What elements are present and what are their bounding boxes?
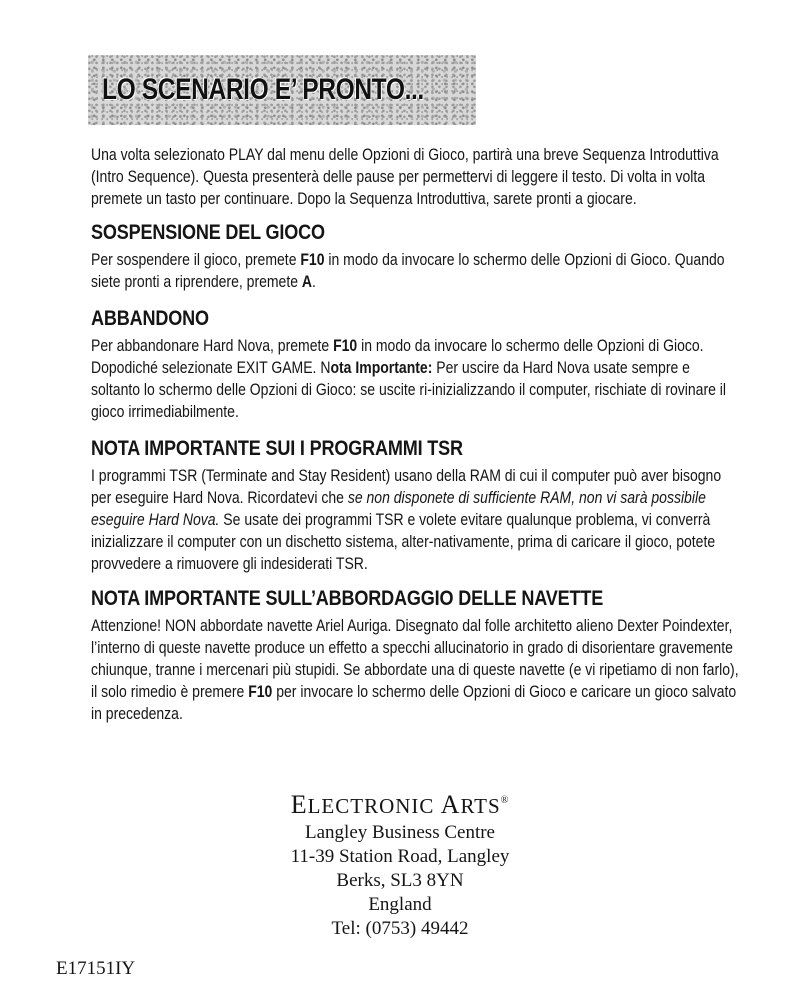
publisher-name: ELECTRONIC ARTS® <box>290 790 510 819</box>
publisher-address-block <box>0 786 800 941</box>
heading-abbordaggio: NOTA IMPORTANTE SULL’ABBORDAGGIO DELLE NAVETTE <box>91 587 604 610</box>
paragraph-sospensione: Per sospendere il gioco, premete F10 in modo da invocare lo schermo delle Opzioni di Gioco. Quando siete pronti a riprendere, premete A. <box>91 251 725 291</box>
document-code: E17151IY <box>56 958 136 979</box>
address-line: England <box>368 894 432 915</box>
address-line: 11-39 Station Road, Langley <box>290 846 510 867</box>
address-line: Berks, SL3 8YN <box>336 870 464 891</box>
heading-tsr: NOTA IMPORTANTE SUI I PROGRAMMI TSR <box>91 437 463 460</box>
ram-warning-emphasis: se non disponete di sufficiente RAM, non vi sarà possibile eseguire Hard Nova. <box>91 489 706 529</box>
address-line: Langley Business Centre <box>305 822 495 843</box>
key-a: A <box>301 273 313 291</box>
key-f10: F10 <box>333 337 358 355</box>
manual-page <box>91 55 741 725</box>
important-note-label: ota Importante: <box>330 359 433 377</box>
key-f10: F10 <box>248 683 273 701</box>
intro-paragraph: Una volta selezionato PLAY dal menu delle Opzioni di Gioco, partirà una breve Sequenza Introduttiva (Intro Sequence). Questa presenterà delle pause per permettervi di leggere il testo. Di volta in volta premete un tasto per continuare. Dopo la Sequenza Introduttiva, sarete pronti a giocare. <box>91 146 719 208</box>
page-title: LO SCENARIO E’ PRONTO... <box>102 73 424 106</box>
paragraph-tsr: I programmi TSR (Terminate and Stay Resident) usano della RAM di cui il computer può aver bisogno per eseguire Hard Nova. Ricordatevi che se non disponete di sufficiente RAM, non vi sarà possibile eseguire Hard Nova. Se usate dei programmi TSR e volete evitare qualunque problema, vi converrà inizializzare il computer con un dischetto sistema, alter-nativamente, prima di caricare il gioco, potete provvedere a rimuovere gli indesiderati TSR. <box>91 467 722 573</box>
phone-line: Tel: (0753) 49442 <box>331 918 469 939</box>
title-banner <box>88 55 476 125</box>
registered-mark: ® <box>500 795 510 806</box>
paragraph-abbandono: Per abbandonare Hard Nova, premete F10 in modo da invocare lo schermo delle Opzioni di Gioco. Dopodiché selezionate EXIT GAME. Nota Importante: Per uscire da Hard Nova usate sempre e soltanto lo schermo delle Opzioni di Gioco: se uscite ri-inizializzando il computer, rischiate di rovinare il gioco irrimediabilmente. <box>91 337 727 421</box>
heading-abbandono: ABBANDONO <box>91 307 209 330</box>
heading-sospensione: SOSPENSIONE DEL GIOCO <box>91 221 325 244</box>
paragraph-abbordaggio: Attenzione! NON abbordate navette Ariel Auriga. Disegnato dal folle architetto alieno Dexter Poindexter, l’interno di queste navette produce un effetto a specchi allucinatorio in grado di disorientare gravemente chiunque, tranne i mercenari più stupidi. Se abbordate una di queste navette (e vi ripetiamo di non farlo), il solo rimedio è premere F10 per invocare lo schermo delle Opzioni di Gioco e caricare un gioco salvato in precedenza. <box>91 617 739 723</box>
key-f10: F10 <box>300 251 325 269</box>
